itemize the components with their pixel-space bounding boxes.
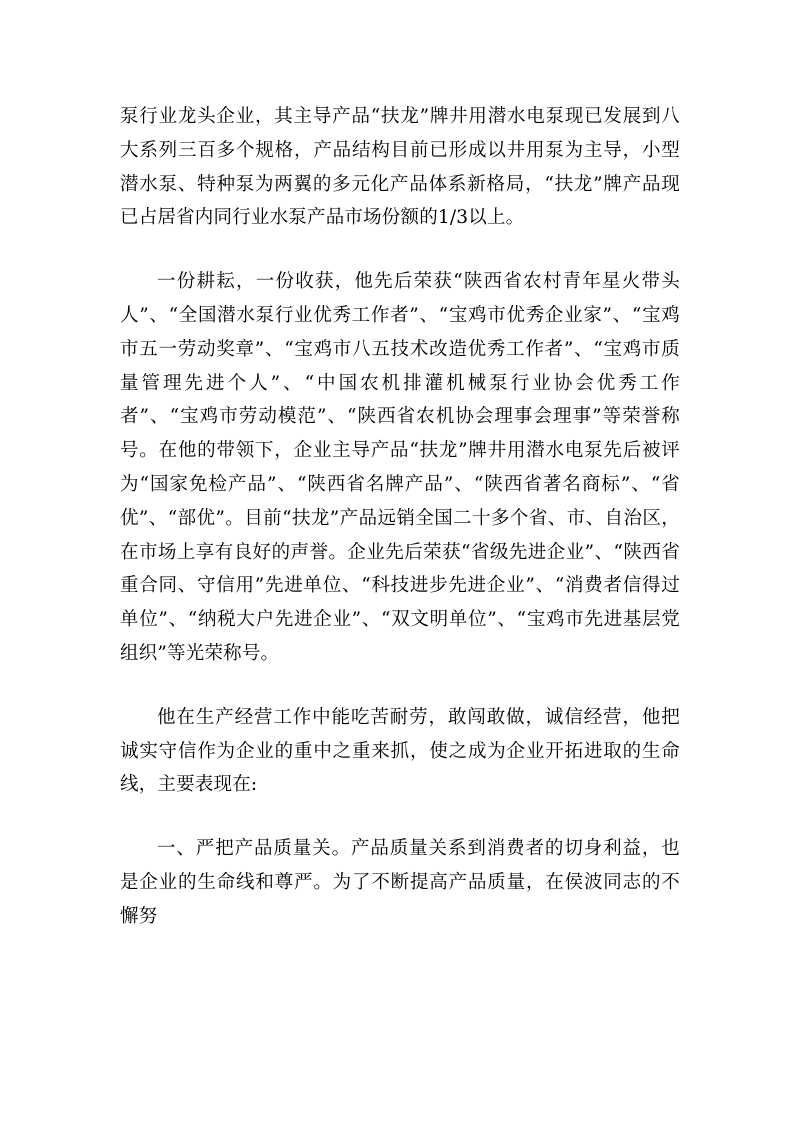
paragraph-continuation: 泵行业龙头企业，其主导产品“扶龙”牌井用潜水电泵现已发展到八大系列三百多个规格，产品结构目前已形成以井用泵为主导，小型潜水泵、特种泵为两翼的多元化产品体系新格局，“扶龙”牌产品现已占居省内同行业水泵产品市场份额的1/3以上。 [120, 106, 680, 229]
paragraph-integrity: 他在生产经营工作中能吃苦耐劳，敢闯敢做，诚信经营，他把诚实守信作为企业的重中之重来抓，使之成为企业开拓进取的生命线，主要表现在: [120, 706, 680, 796]
paragraph-quality: 一、严把产品质量关。产品质量关系到消费者的切身利益，也是企业的生命线和尊严。为了不断提高产品质量，在侯波同志的不懈努 [120, 838, 680, 927]
paragraph-honors: 一份耕耘，一份收获，他先后荣获“陕西省农村青年星火带头人”、“全国潜水泵行业优秀工作者”、“宝鸡市优秀企业家”、“宝鸡市五一劳动奖章”、“宝鸡市八五技术改造优秀工作者”、“宝鸡市质量管理先进个人”、“中国农机排灌机械泵行业协会优秀工作者”、“宝鸡市劳动模范”、“陕西省农机协会理事会理事”等荣誉称号。在他的带领下，企业主导产品“扶龙”牌井用潜水电泵先后被评为“国家免检产品”、“陕西省名牌产品”、“陕西省著名商标”、“省优”、“部优”。目前“扶龙”产品远销全国二十多个省、市、自治区，在市场上享有良好的声誉。企业先后荣获“省级先进企业”、“陕西省重合同、守信用”先进单位、“科技进步先进企业”、“消费者信得过单位”、“纳税大户先进企业”、“双文明单位”、“宝鸡市先进基层党组织”等光荣称号。 [120, 271, 680, 664]
document-page [120, 100, 680, 934]
